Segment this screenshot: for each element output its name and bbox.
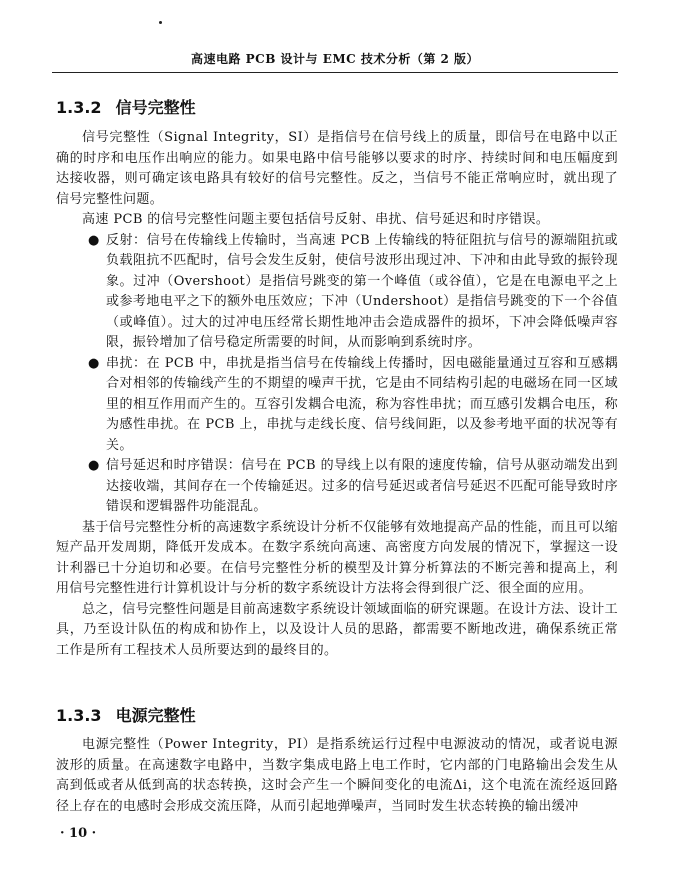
section-title: 电源完整性 [115,706,196,725]
bullet-item-crosstalk [56,354,618,457]
bullet-text: 反射：信号在传输线上传输时，当高速 PCB 上传输线的特征阻抗与信号的源端阻抗或负载阻抗不匹配时，信号会发生反射，使信号波形出现过冲、下冲和由此导致的振铃现象。过冲（Overshoot）是指信号跳变的第一个峰值（或谷值），它是在电源电平之上或参考地电平之下的额外电压效应；下冲（Undershoot）是指信号跳变的下一个谷值（或峰值）。过大的过冲电压经常长期性地冲击会造成器件的损坏，下冲会降低噪声容限，振铃增加了信号稳定所需要的时间，从而影响到系统时序。 [106,232,618,350]
scan-dot-mark [159,21,162,24]
signal-integrity-body [56,128,618,661]
bullet-text: 串扰：在 PCB 中，串扰是指当信号在传输线上传播时，因电磁能量通过互容和互感耦合对相邻的传输线产生的不期望的噪声干扰，它是由不同结构引起的电磁场在同一区域里的相互作用而产生的。互容引发耦合电流，称为容性串扰；而互感引发耦合电压，称为感性串扰。在 PCB 上，串扰与走线长度、信号线间距，以及参考地平面的状况等有关。 [106,355,618,453]
bullet-item-delay-timing [56,456,618,518]
section-heading-signal-integrity [56,95,196,118]
power-integrity-body [56,735,618,817]
bullet-icon: ● [88,355,100,371]
section-heading-power-integrity [56,703,196,726]
paragraph: 基于信号完整性分析的高速数字系统设计分析不仅能够有效地提高产品的性能，而且可以缩短产品开发周期，降低开发成本。在数字系统向高速、高密度方向发展的情况下，掌握这一设计利器已十分迫切和必要。在信号完整性分析的模型及计算分析算法的不断完善和提高上，利用信号完整性进行计算机设计与分析的数字系统设计方法将会得到很广泛、很全面的应用。 [56,519,619,596]
bullet-text: 信号延迟和时序错误：信号在 PCB 的导线上以有限的速度传输，信号从驱动端发出到达接收端，其间存在一个传输延迟。过多的信号延迟或者信号延迟不匹配可能导致时序错误和逻辑器件功能混乱。 [106,458,618,514]
bullet-item-reflection [56,231,618,354]
paragraph: 总之，信号完整性问题是目前高速数字系统设计领域面临的研究课题。在设计方法、设计工具，乃至设计队伍的构成和协作上，以及设计人员的思路，都需要不断地改进，确保系统正常工作是所有工程技术人员所要达到的最终目的。 [56,601,619,658]
page-number: · 10 · [60,826,97,841]
paragraph: 高速 PCB 的信号完整性问题主要包括信号反射、串扰、信号延迟和时序错误。 [82,212,550,227]
section-title: 信号完整性 [115,98,196,117]
paragraph: 信号完整性（Signal Integrity，SI）是指信号在信号线上的质量，即信号在电路中以正确的时序和电压作出响应的能力。如果电路中信号能够以要求的时序、持续时间和电压幅度到达接收器，则可确定该电路具有较好的信号完整性。反之，当信号不能正常响应时，就出现了信号完整性问题。 [56,130,618,207]
running-header: 高速电路 PCB 设计与 EMC 技术分析（第 2 版） [190,52,480,66]
bullet-icon: ● [88,458,100,473]
section-number: 1.3.2 [56,98,102,117]
bullet-icon: ● [88,232,100,248]
header-rule [52,72,618,73]
section-number: 1.3.3 [56,706,102,725]
paragraph: 电源完整性（Power Integrity，PI）是指系统运行过程中电源波动的情况，或者说电源波形的质量。在高速数字电路中，当数字集成电路上电工作时，它内部的门电路输出会发生从高到低或者从低到高的状态转换，这时会产生一个瞬间变化的电流Δi，这个电流在流经返回路径上存在的电感时会形成交流压降，从而引起地弹噪声，当同时发生状态转换的输出缓冲 [56,737,618,814]
